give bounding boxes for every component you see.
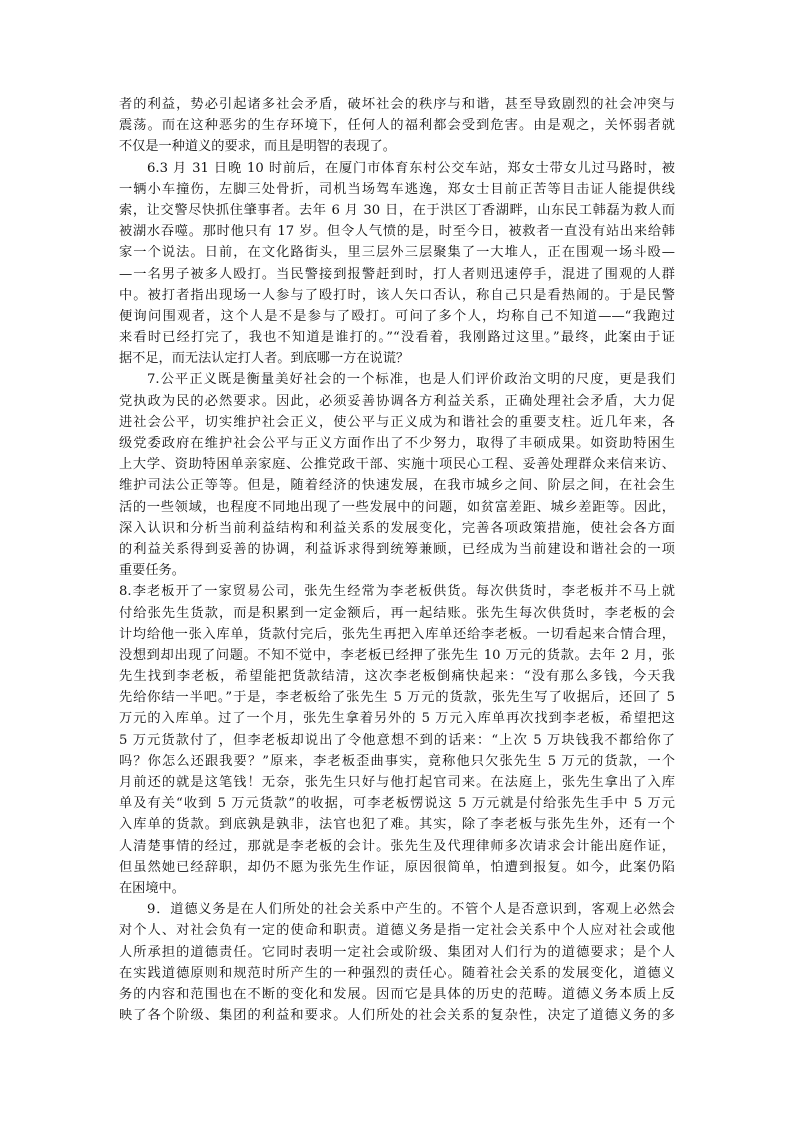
text-line: 家一个说法。日前，在文化路街头，里三层外三层聚集了一大堆人，正在围观一场斗殴—	[119, 245, 675, 261]
text-line: 月前还的就是这笔钱！无奈，张先生只好与他打起官司来。在法庭上，张先生拿出了入库	[119, 775, 675, 790]
text-line: 震荡。而在这种恶劣的生存环境下，任何人的福利都会受到危害。由是观之，关怀弱者就	[119, 118, 675, 134]
text-line: 人所承担的道德责任。它同时表明一定社会或阶级、集团对人们行为的道德要求；是个人	[119, 944, 675, 960]
paragraph-p8	[119, 581, 675, 899]
text-line: 的利益关系得到妥善的协调，利益诉求得到统筹兼顾，已经成为当前建设和谐社会的一项	[119, 541, 675, 557]
document-page	[119, 94, 675, 1026]
text-line: 对个人、对社会负有一定的使命和职责。道德义务是指一定社会关系中个人应对社会或他	[119, 923, 675, 939]
text-line: 便询问围观者，这个人是不是参与了殴打。可问了多个人，均称自己不知道——“我跑过	[119, 308, 675, 324]
text-line: 没想到却出现了问题。不知不觉中，李老板已经押了张先生 10 万元的货款。去年 2 月，张	[119, 647, 675, 663]
paragraph-p-continued	[119, 94, 675, 158]
paragraph-p9	[119, 899, 675, 1026]
text-line: 深入认识和分析当前利益结构和利益关系的发展变化，完善各项政策措施，使社会各方面	[119, 520, 675, 536]
text-line: —一名男子被多人殴打。当民警接到报警赶到时，打人者则迅速停手，混进了围观的人群	[119, 266, 675, 282]
text-line: 索，让交警尽快抓住肇事者。去年 6 月 30 日，在于洪区丁香湖畔，山东民工韩磊为救人而	[119, 202, 675, 218]
text-line: 吗？你怎么还跟我要？”原来，李老板歪曲事实，竟称他只欠张先生 5 万元的货款，一个	[119, 753, 675, 769]
text-line: 重要任务。	[119, 563, 185, 579]
text-line: 但虽然她已经辞职，却仍不愿为张先生作证，原因很简单，怕遭到报复。如今，此案仍陷	[119, 859, 675, 875]
paragraph-p7	[119, 369, 675, 581]
text-line: 人清楚事情的经过，那就是李老板的会计。张先生及代理律师多次请求会计能出庭作证，	[119, 838, 675, 854]
text-line: 万元的入库单。过了一个月，张先生拿着另外的 5 万元入库单再次找到李老板，希望把这	[119, 711, 675, 727]
text-line: 付给张先生货款，而是积累到一定金额后，再一起结账。张先生每次供货时，李老板的会	[119, 605, 675, 621]
text-line: 来看时已经打完了，我也不知道是谁打的。”“没看着，我刚路过这里。”最终，此案由于证	[119, 330, 675, 346]
text-line: 级党委政府在维护社会公平与正义方面作出了不少努力，取得了丰硕成果。如资助特困生	[119, 436, 675, 451]
text-line: 中。被打者指出现场一人参与了殴打时，该人矢口否认，称自己只是看热闹的。于是民警	[119, 287, 675, 303]
text-line: 9．道德义务是在人们所处的社会关系中产生的。不管个人是否意识到，客观上必然会	[147, 902, 675, 918]
text-line: 维护司法公正等等。但是，随着经济的快速发展，在我市城乡之间、阶层之间，在社会生	[119, 478, 675, 494]
text-line: 8.李老板开了一家贸易公司，张先生经常为李老板供货。每次供货时，李老板并不马上就	[119, 584, 675, 600]
text-line: 6.3 月 31 日晚 10 时前后，在厦门市体育东村公交车站，郑女士带女儿过马路时，被	[147, 160, 675, 176]
text-line: 在困境中。	[119, 880, 185, 896]
text-line: 一辆小车撞伤，左脚三处骨折，司机当场驾车逃逸，郑女士目前正苦等目击证人能提供线	[119, 181, 675, 197]
text-line: 单及有关“收到 5 万元货款”的收据，可李老板愣说这 5 万元就是付给张先生手中 5 万元	[119, 796, 675, 812]
text-line: 入库单的货款。到底孰是孰非，法官也犯了难。其实，除了李老板与张先生外，还有一个	[119, 817, 675, 833]
text-line: 7.公平正义既是衡量美好社会的一个标准，也是人们评价政治文明的尺度，更是我们	[147, 372, 675, 388]
paragraph-p6	[119, 158, 675, 370]
text-line: 上大学、资助特困单亲家庭、公推党政干部、实施十项民心工程、妥善处理群众来信来访、	[119, 457, 675, 473]
text-line: 活的一些领域，也程度不同地出现了一些发展中的问题，如贫富差距、城乡差距等。因此，	[119, 499, 675, 515]
text-line: 计均给他一张入库单，货款付完后，张先生再把入库单还给李老板。一切看起来合情合理，	[119, 626, 675, 642]
text-line: 在实践道德原则和规范时所产生的一种强烈的责任心。随着社会关系的发展变化，道德义	[119, 965, 675, 981]
text-line: 据不足，而无法认定打人者。到底哪一方在说谎？	[119, 351, 410, 367]
text-line: 先给你结一半吧。”于是，李老板给了张先生 5 万元的货款，张先生写了收据后，还回了 5	[119, 690, 675, 706]
text-line: 映了各个阶级、集团的利益和要求。人们所处的社会关系的复杂性，决定了道德义务的多	[119, 1008, 675, 1024]
text-line: 不仅是一种道义的要求，而且是明智的表现了。	[119, 139, 396, 155]
text-line: 被湖水吞噬。那时他只有 17 岁。但令人气愤的是，时至今日，被救者一直没有站出来给韩	[119, 224, 675, 240]
text-line: 务的内容和范围也在不断的变化和发展。因而它是具体的历史的范畴。道德义务本质上反	[119, 986, 675, 1002]
text-line: 者的利益，势必引起诸多社会矛盾，破坏社会的秩序与和谐，甚至导致剧烈的社会冲突与	[119, 97, 675, 112]
text-line: 进社会公平，切实维护社会正义，使公平与正义成为和谐社会的重要支柱。近几年来，各	[119, 414, 675, 430]
text-line: 5 万元货款付了，但李老板却说出了令他意想不到的话来：“上次 5 万块钱我不都给你了	[119, 732, 675, 748]
text-line: 先生找到李老板，希望能把货款结清，这次李老板倒痛快起来：“没有那么多钱，今天我	[119, 669, 675, 685]
text-line: 党执政为民的必然要求。因此，必须妥善协调各方利益关系，正确处理社会矛盾，大力促	[119, 393, 675, 409]
